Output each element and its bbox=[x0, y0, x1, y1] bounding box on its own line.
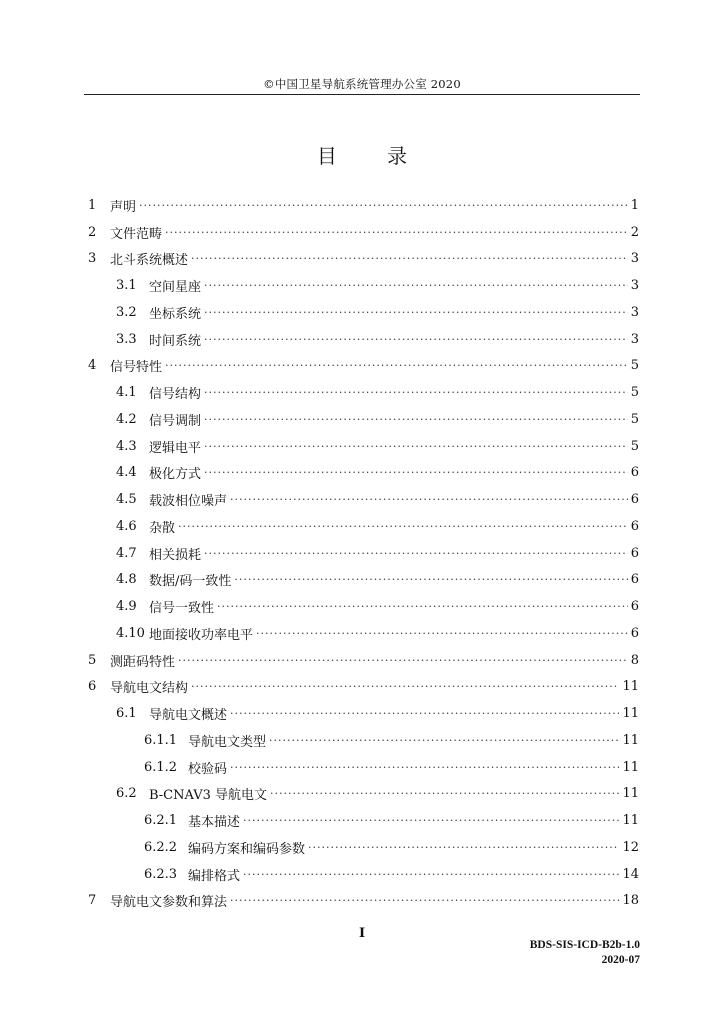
toc-entry-number: 7 bbox=[88, 893, 97, 909]
toc-dot-leader bbox=[256, 627, 628, 640]
toc-entry-page: 11 bbox=[622, 813, 639, 829]
toc-entry-number: 4.9 bbox=[116, 599, 137, 615]
toc-entry-label: 地面接收功率电平 bbox=[149, 627, 254, 643]
toc-entry[interactable] bbox=[88, 299, 639, 326]
toc-entry[interactable] bbox=[88, 888, 639, 915]
toc-entry-page: 5 bbox=[630, 385, 639, 401]
toc-entry-page: 6 bbox=[630, 518, 639, 534]
toc-entry-page: 11 bbox=[622, 732, 639, 748]
toc-dot-leader bbox=[204, 413, 628, 426]
toc-entry-number: 4.2 bbox=[116, 411, 137, 427]
toc-entry-page: 3 bbox=[630, 331, 639, 347]
toc-entry[interactable] bbox=[88, 353, 639, 380]
page-title: 目 录 bbox=[316, 144, 430, 168]
toc-dot-leader bbox=[269, 734, 619, 747]
toc-dot-leader bbox=[204, 547, 628, 560]
toc-entry-label: 导航电文概述 bbox=[149, 708, 228, 724]
toc-entry-label: 信号结构 bbox=[149, 387, 202, 403]
toc-entry-label: 相关损耗 bbox=[149, 547, 202, 563]
toc-entry-number: 6.1.2 bbox=[144, 759, 178, 775]
toc-entry-label: 逻辑电平 bbox=[149, 440, 202, 456]
toc-entry[interactable] bbox=[88, 727, 639, 754]
toc-entry-label: 测距码特性 bbox=[110, 654, 176, 670]
document-id: BDS-SIS-ICD-B2b-1.0 bbox=[529, 939, 640, 951]
toc-entry-page: 14 bbox=[622, 866, 639, 882]
toc-dot-leader bbox=[191, 680, 619, 693]
toc-entry-page: 11 bbox=[622, 706, 639, 722]
toc-entry-label: 载波相位噪声 bbox=[149, 494, 228, 510]
toc-dot-leader bbox=[217, 600, 628, 613]
toc-entry-label: 导航电文参数和算法 bbox=[110, 895, 228, 911]
toc-entry-number: 4.10 bbox=[116, 625, 145, 641]
toc-entry-number: 6.1.1 bbox=[144, 732, 178, 748]
toc-entry-page: 6 bbox=[630, 572, 639, 588]
document-date: 2020-07 bbox=[601, 954, 640, 966]
toc-entry-number: 5 bbox=[88, 652, 97, 668]
toc-dot-leader bbox=[230, 707, 619, 720]
toc-entry[interactable] bbox=[88, 700, 639, 727]
toc-entry[interactable] bbox=[88, 674, 639, 701]
toc-entry-number: 6.2.1 bbox=[144, 813, 178, 829]
toc-entry-label: 时间系统 bbox=[149, 333, 202, 349]
toc-entry-page: 2 bbox=[630, 224, 639, 240]
toc-entry[interactable] bbox=[88, 540, 639, 567]
toc-entry[interactable] bbox=[88, 754, 639, 781]
toc-entry-label: 导航电文类型 bbox=[188, 734, 267, 750]
toc-entry[interactable] bbox=[88, 486, 639, 513]
toc-entry[interactable] bbox=[88, 460, 639, 487]
toc-entry-page: 5 bbox=[630, 438, 639, 454]
toc-dot-leader bbox=[230, 493, 628, 506]
toc-entry-page: 6 bbox=[630, 599, 639, 615]
toc-entry-number: 4.6 bbox=[116, 518, 137, 534]
toc-entry[interactable] bbox=[88, 807, 639, 834]
toc-entry[interactable] bbox=[88, 513, 639, 540]
toc-entry[interactable] bbox=[88, 192, 639, 219]
toc-entry-label: 北斗系统概述 bbox=[110, 253, 189, 269]
toc-entry-label: B-CNAV3 导航电文 bbox=[149, 788, 268, 804]
toc-entry-page: 3 bbox=[630, 304, 639, 320]
toc-dot-leader bbox=[204, 440, 628, 453]
toc-entry-number: 4.7 bbox=[116, 545, 137, 561]
toc-entry-label: 校验码 bbox=[188, 761, 228, 777]
toc-entry-number: 4.8 bbox=[116, 572, 137, 588]
toc-entry-number: 4.1 bbox=[116, 385, 137, 401]
toc-entry-label: 信号一致性 bbox=[149, 601, 215, 617]
toc-entry-label: 文件范畴 bbox=[110, 226, 163, 242]
toc-dot-leader bbox=[204, 386, 628, 399]
toc-dot-leader bbox=[308, 841, 619, 854]
toc-entry-page: 3 bbox=[630, 251, 639, 267]
toc-entry-label: 基本描述 bbox=[188, 815, 241, 831]
toc-entry-number: 3.1 bbox=[116, 278, 137, 294]
toc-entry[interactable] bbox=[88, 593, 639, 620]
toc-entry-page: 3 bbox=[630, 278, 639, 294]
toc-entry[interactable] bbox=[88, 326, 639, 353]
toc-entry[interactable] bbox=[88, 246, 639, 273]
toc-entry[interactable] bbox=[88, 219, 639, 246]
toc-dot-leader bbox=[243, 814, 619, 827]
toc-entry-number: 4.3 bbox=[116, 438, 137, 454]
toc-dot-leader bbox=[178, 654, 628, 667]
toc-entry-label: 坐标系统 bbox=[149, 306, 202, 322]
toc-entry-label: 信号特性 bbox=[110, 360, 163, 376]
toc-dot-leader bbox=[204, 279, 628, 292]
toc-entry-number: 6.2.2 bbox=[144, 839, 178, 855]
toc-entry-label: 极化方式 bbox=[149, 467, 202, 483]
table-of-contents bbox=[88, 192, 639, 914]
toc-entry-label: 杂散 bbox=[149, 520, 176, 536]
toc-entry-number: 4 bbox=[88, 358, 97, 374]
toc-entry-label: 声明 bbox=[110, 199, 137, 215]
toc-entry[interactable] bbox=[88, 620, 639, 647]
toc-dot-leader bbox=[178, 520, 628, 533]
toc-entry-number: 1 bbox=[88, 197, 97, 213]
toc-entry[interactable] bbox=[88, 781, 639, 808]
toc-entry-number: 2 bbox=[88, 224, 97, 240]
toc-entry-number: 4.5 bbox=[116, 492, 137, 508]
toc-entry-number: 4.4 bbox=[116, 465, 137, 481]
toc-entry[interactable] bbox=[88, 433, 639, 460]
toc-entry[interactable] bbox=[88, 406, 639, 433]
toc-entry-page: 1 bbox=[630, 197, 639, 213]
toc-entry-page: 8 bbox=[630, 652, 639, 668]
toc-entry-page: 18 bbox=[622, 893, 639, 909]
toc-entry-page: 11 bbox=[622, 679, 639, 695]
toc-entry-page: 12 bbox=[622, 839, 639, 855]
toc-entry-number: 6 bbox=[88, 679, 97, 695]
running-header: ©中国卫星导航系统管理办公室 2020 bbox=[263, 77, 461, 91]
toc-entry-page: 5 bbox=[630, 358, 639, 374]
toc-entry-number: 6.2 bbox=[116, 786, 137, 802]
toc-entry-page: 6 bbox=[630, 465, 639, 481]
toc-entry-label: 空间星座 bbox=[149, 280, 202, 296]
header-rule bbox=[84, 94, 640, 95]
toc-dot-leader bbox=[204, 333, 628, 346]
toc-dot-leader bbox=[165, 226, 628, 239]
toc-entry-page: 11 bbox=[622, 759, 639, 775]
toc-entry-number: 6.2.3 bbox=[144, 866, 178, 882]
toc-dot-leader bbox=[165, 359, 628, 372]
toc-entry-number: 3.2 bbox=[116, 304, 137, 320]
toc-dot-leader bbox=[270, 787, 619, 800]
toc-entry-page: 6 bbox=[630, 545, 639, 561]
toc-entry-number: 6.1 bbox=[116, 706, 137, 722]
toc-entry-page: 6 bbox=[630, 625, 639, 641]
toc-entry-label: 编排格式 bbox=[188, 868, 241, 884]
toc-entry-page: 11 bbox=[622, 786, 639, 802]
toc-dot-leader bbox=[139, 199, 628, 212]
toc-dot-leader bbox=[230, 761, 619, 774]
toc-dot-leader bbox=[204, 466, 628, 479]
toc-entry[interactable] bbox=[88, 861, 639, 888]
toc-entry-number: 3.3 bbox=[116, 331, 137, 347]
toc-entry[interactable] bbox=[88, 647, 639, 674]
toc-dot-leader bbox=[230, 894, 619, 907]
toc-entry-label: 数据/码一致性 bbox=[149, 574, 232, 590]
footer-page-number: I bbox=[358, 926, 366, 941]
toc-entry-page: 6 bbox=[630, 492, 639, 508]
toc-entry[interactable] bbox=[88, 567, 639, 594]
toc-entry[interactable] bbox=[88, 379, 639, 406]
footer-document-id bbox=[530, 938, 640, 968]
toc-entry[interactable] bbox=[88, 272, 639, 299]
toc-entry[interactable] bbox=[88, 834, 639, 861]
toc-entry-page: 5 bbox=[630, 411, 639, 427]
toc-dot-leader bbox=[243, 868, 619, 881]
toc-entry-number: 3 bbox=[88, 251, 97, 267]
toc-entry-label: 导航电文结构 bbox=[110, 681, 189, 697]
toc-entry-label: 编码方案和编码参数 bbox=[188, 841, 306, 857]
toc-dot-leader bbox=[204, 306, 628, 319]
toc-dot-leader bbox=[191, 252, 628, 265]
toc-dot-leader bbox=[234, 573, 627, 586]
toc-entry-label: 信号调制 bbox=[149, 413, 202, 429]
